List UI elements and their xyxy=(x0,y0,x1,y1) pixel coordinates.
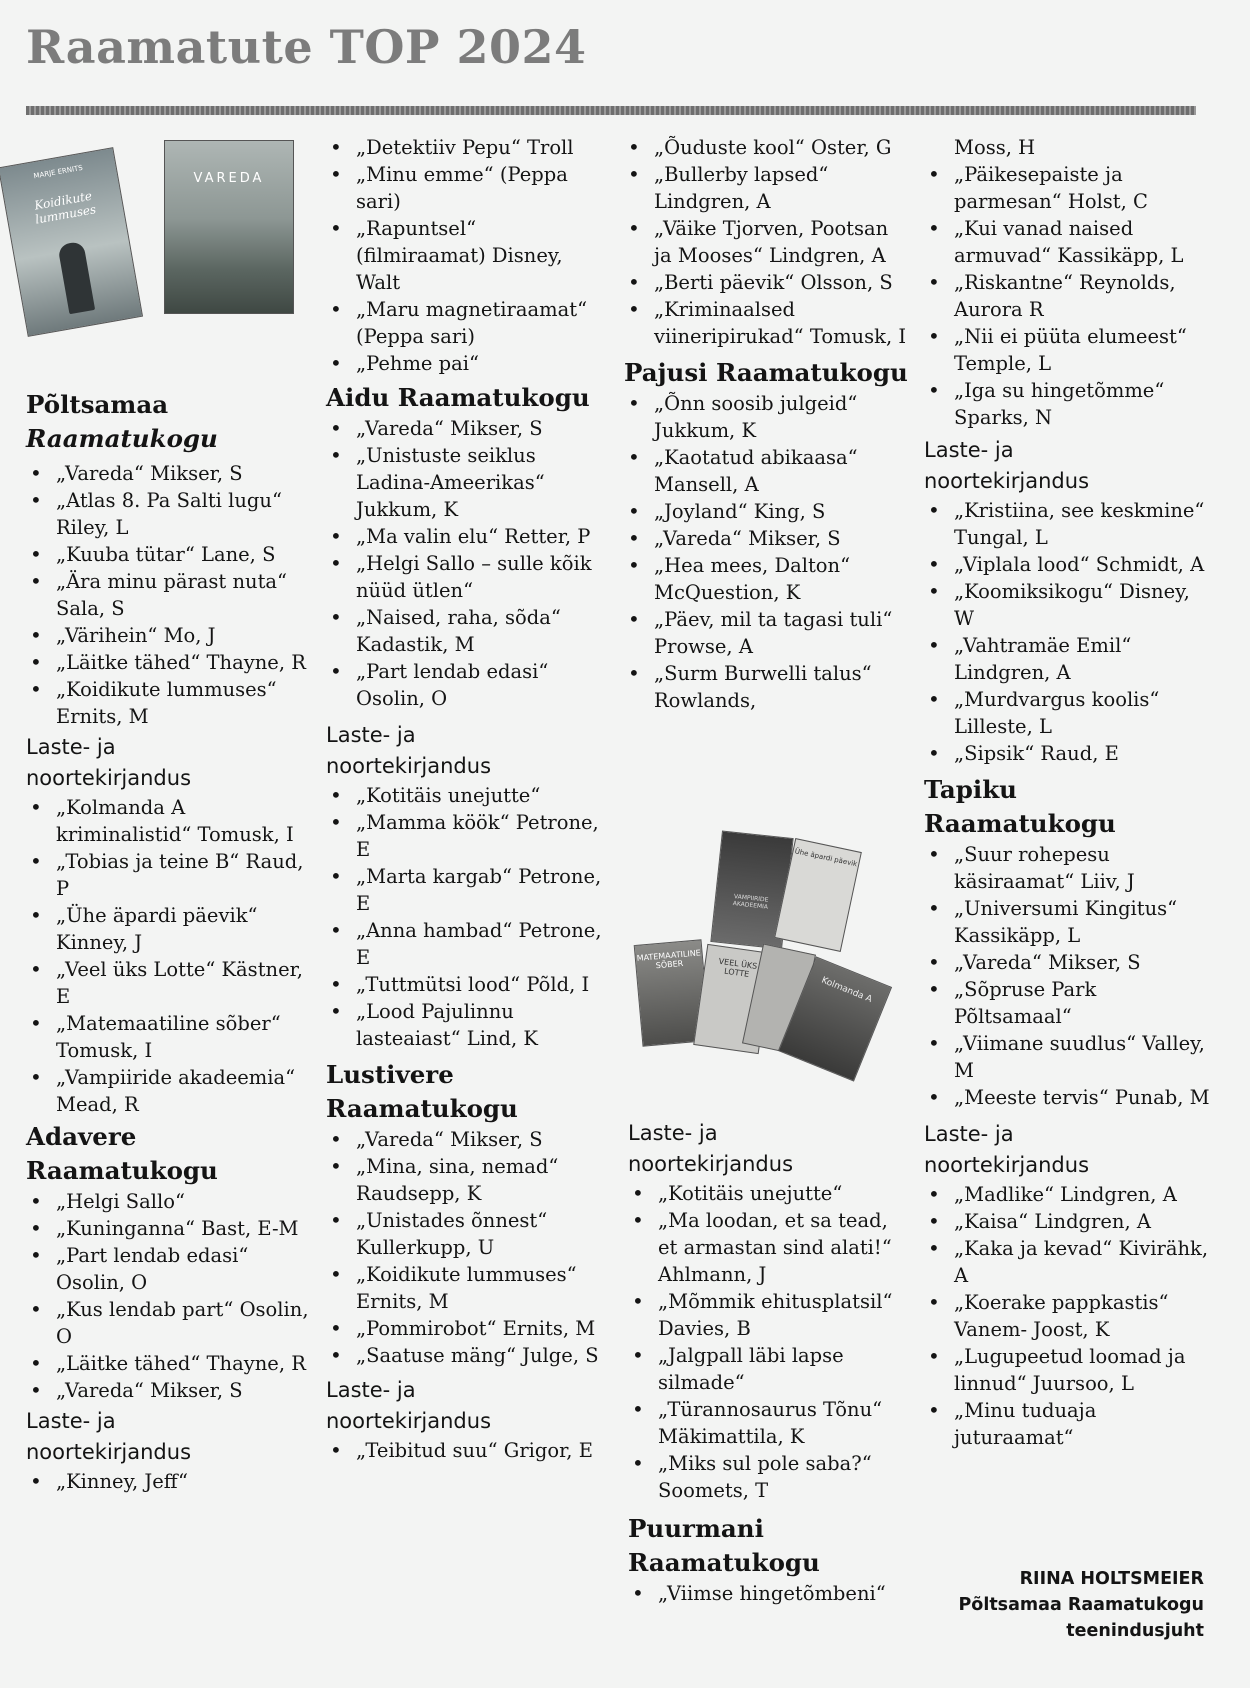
library-heading-tapiku: Tapiku Raamatukogu xyxy=(924,775,1116,838)
section-heading-youth: Laste- ja noortekirjandus xyxy=(924,1122,1090,1177)
list-item: • „Surm Burwelli talus“ Rowlands, xyxy=(624,660,909,714)
library-heading-adavere: Adavere Raamatukogu xyxy=(26,1122,218,1185)
list-item: • „Naised, raha, sõda“ Kadastik, M xyxy=(326,604,611,658)
list-item: • „Viimane suudlus“ Valley, M xyxy=(924,1030,1214,1084)
section-heading-youth: Laste- ja noortekirjandus xyxy=(26,1409,192,1464)
list-item: • „Suur rohepesu käsiraamat“ Liiv, J xyxy=(924,841,1214,895)
author-name: RIINA HOLTSMEIER xyxy=(1019,1569,1204,1589)
book-list-adavere xyxy=(26,1188,311,1404)
list-item: • „Vareda“ Mikser, S xyxy=(326,1126,611,1153)
list-item: • „Õnn soosib julgeid“ Jukkum, K xyxy=(624,390,909,444)
list-item: • „Läitke tähed“ Thayne, R xyxy=(26,1350,311,1377)
book-list-tapiku xyxy=(924,841,1214,1111)
list-item: • „Minu emme“ (Peppa sari) xyxy=(326,161,611,215)
column-3 xyxy=(624,134,909,714)
author-role: teenindusjuht xyxy=(1066,1621,1204,1641)
library-heading-aidu: Aidu Raamatukogu xyxy=(326,383,590,412)
list-item: • „Kaka ja kevad“ Kivirähk, A xyxy=(924,1235,1214,1289)
book-cover-koidikute xyxy=(0,147,143,337)
list-item: • „Veel üks Lotte“ Kästner, E xyxy=(26,956,311,1010)
list-item: • „Helgi Sallo – sulle kõik nüüd ütlen“ xyxy=(326,550,611,604)
list-item: • „Lood Pajulinnu lasteaiast“ Lind, K xyxy=(326,998,611,1052)
cover-title: VEEL ÜKS LOTTE xyxy=(718,956,758,979)
youth-list-aidu xyxy=(326,782,611,1052)
book-cover-vareda xyxy=(164,140,294,314)
list-item: • „Marta kargab“ Petrone, E xyxy=(326,863,611,917)
list-item: • „Väike Tjorven, Pootsan ja Mooses“ Lindgren, A xyxy=(624,215,909,269)
list-item: • „Tuttmütsi lood“ Põld, I xyxy=(326,971,611,998)
list-item: • „Vareda“ Mikser, S xyxy=(924,949,1214,976)
list-item: • „Part lendab edasi“ Osolin, O xyxy=(326,658,611,712)
column-1 xyxy=(26,388,311,1495)
list-item: • „Saatuse mäng“ Julge, S xyxy=(326,1342,611,1369)
cover-title: MATEMAATILINE SÕBER xyxy=(636,948,702,971)
list-item: • „Riskantne“ Reynolds, Aurora R xyxy=(924,269,1214,323)
library-heading-lustivere: Lustivere Raamatukogu xyxy=(326,1060,518,1123)
list-item: • „Jalgpall läbi lapse silmade“ xyxy=(628,1342,913,1396)
list-item: • „Nii ei püüta elumeest“ Temple, L xyxy=(924,323,1214,377)
list-item: • „Kui vanad naised armuvad“ Kassikäpp, L xyxy=(924,215,1214,269)
author-signature xyxy=(958,1566,1204,1644)
list-item: • „Läitke tähed“ Thayne, R xyxy=(26,649,311,676)
list-item: • „Värihein“ Mo, J xyxy=(26,622,311,649)
book-list-continued xyxy=(924,161,1214,431)
page-title: Raamatute TOP 2024 xyxy=(26,20,587,74)
list-item: • „Kus lendab part“ Osolin, O xyxy=(26,1296,311,1350)
title-divider xyxy=(26,106,1196,115)
list-item: • „Atlas 8. Pa Salti lugu“ Riley, L xyxy=(26,487,311,541)
list-item: • „Kriminaalsed viineripirukad“ Tomusk, I xyxy=(624,296,909,350)
list-item: • „Mina, sina, nemad“ Raudsepp, K xyxy=(326,1153,611,1207)
author-org: Põltsamaa Raamatukogu xyxy=(958,1595,1204,1615)
youth-list-lustivere xyxy=(326,1437,611,1464)
book-list-lustivere xyxy=(326,1126,611,1369)
list-item: • „Murdvargus koolis“ Lilleste, L xyxy=(924,686,1214,740)
list-item: • „Meeste tervis“ Punab, M xyxy=(924,1084,1214,1111)
list-item: • „Koidikute lummuses“ Ernits, M xyxy=(326,1261,611,1315)
book-covers-photo xyxy=(4,136,289,356)
list-item: • „Vareda“ Mikser, S xyxy=(326,415,611,442)
list-item-continuation: Moss, H xyxy=(954,136,1036,159)
section-heading-youth: Laste- ja noortekirjandus xyxy=(26,735,192,790)
list-item: • „Vareda“ Mikser, S xyxy=(26,460,311,487)
list-item: • „Kaotatud abikaasa“ Mansell, A xyxy=(624,444,909,498)
list-item: • „Kuninganna“ Bast, E-M xyxy=(26,1215,311,1242)
column-4 xyxy=(924,134,1214,1451)
youth-list-adavere xyxy=(26,1468,311,1495)
list-item: • „Koerake pappkastis“ Vanem- Joost, K xyxy=(924,1289,1214,1343)
book-list-continued xyxy=(624,134,909,350)
cover-title: Ühe äpardi päevik xyxy=(793,847,858,869)
list-item: • „Sõpruse Park Põltsamaal“ xyxy=(924,976,1214,1030)
list-item: • „Kinney, Jeff“ xyxy=(26,1468,311,1495)
youth-list-poltsamaa xyxy=(26,794,311,1118)
youth-list-puurmani xyxy=(924,497,1214,767)
list-item: • „Sipsik“ Raud, E xyxy=(924,740,1214,767)
list-item: • „Maru magnetiraamat“ (Peppa sari) xyxy=(326,296,611,350)
youth-list-pajusi xyxy=(628,1180,913,1504)
list-item: • „Unistades õnnest“ Kullerkupp, U xyxy=(326,1207,611,1261)
list-item: • „Türannosaurus Tõnu“ Mäkimattila, K xyxy=(628,1396,913,1450)
list-item: • „Vareda“ Mikser, S xyxy=(26,1377,311,1404)
library-heading-poltsamaa: Põltsamaa Raamatukogu xyxy=(26,390,218,453)
column-3-lower xyxy=(628,1118,913,1607)
list-item: • „Kristiina, see keskmine“ Tungal, L xyxy=(924,497,1214,551)
list-item: • „Mamma köök“ Petrone, E xyxy=(326,809,611,863)
list-item: • „Vampiiride akadeemia“ Mead, R xyxy=(26,1064,311,1118)
cover-title: VAREDA xyxy=(193,171,265,186)
list-item: • „Matemaatiline sõber“ Tomusk, I xyxy=(26,1010,311,1064)
list-item: • „Viimse hingetõmbeni“ xyxy=(628,1580,913,1607)
list-item: • „Kaisa“ Lindgren, A xyxy=(924,1208,1214,1235)
cover-title: VAMPIIRIDE AKADEEMIA xyxy=(732,893,769,911)
list-item: • „Viplala lood“ Schmidt, A xyxy=(924,551,1214,578)
section-heading-youth: Laste- ja noortekirjandus xyxy=(326,1378,492,1433)
list-item: • „Miks sul pole saba?“ Soomets, T xyxy=(628,1450,913,1504)
list-item: • „Ära minu pärast nuta“ Sala, S xyxy=(26,568,311,622)
list-item: • „Päikesepaiste ja parmesan“ Holst, C xyxy=(924,161,1214,215)
cover-author: MARJE ERNITS xyxy=(32,163,84,181)
book-list-pajusi xyxy=(624,390,909,714)
list-item: • „Mõmmik ehitusplatsil“ Davies, B xyxy=(628,1288,913,1342)
list-item: • „Teibitud suu“ Grigor, E xyxy=(326,1437,611,1464)
list-item: • „Part lendab edasi“ Osolin, O xyxy=(26,1242,311,1296)
list-item: • „Pommirobot“ Ernits, M xyxy=(326,1315,611,1342)
section-heading-youth: Laste- ja noortekirjandus xyxy=(924,438,1090,493)
book-list-poltsamaa xyxy=(26,460,311,730)
list-item: • „Rapuntsel“ (filmiraamat) Disney, Walt xyxy=(326,215,611,296)
list-item: • „Pehme pai“ xyxy=(326,350,611,377)
list-item: • „Bullerby lapsed“ Lindgren, A xyxy=(624,161,909,215)
list-item: • „Minu tuduaja juturaamat“ xyxy=(924,1397,1214,1451)
cover-title: Koidikute lummuses xyxy=(33,188,98,227)
library-heading-pajusi: Pajusi Raamatukogu xyxy=(624,358,908,387)
list-item: • „Ma loodan, et sa tead, et armastan sind alati!“ Ahlmann, J xyxy=(628,1207,913,1288)
list-item: • „Kuuba tütar“ Lane, S xyxy=(26,541,311,568)
cover-title: Kolmanda A xyxy=(819,975,874,1005)
list-item: • „Hea mees, Dalton“ McQuestion, K xyxy=(624,552,909,606)
book-list-puurmani xyxy=(628,1580,913,1607)
list-item: • „Iga su hingetõmme“ Sparks, N xyxy=(924,377,1214,431)
list-item: • „Kotitäis unejutte“ xyxy=(326,782,611,809)
book-list-continued xyxy=(326,134,611,377)
list-item: • „Madlike“ Lindgren, A xyxy=(924,1181,1214,1208)
list-item: • „Vahtramäe Emil“ Lindgren, A xyxy=(924,632,1214,686)
list-item: • „Kolmanda A kriminalistid“ Tomusk, I xyxy=(26,794,311,848)
list-item: • „Vareda“ Mikser, S xyxy=(624,525,909,552)
column-2 xyxy=(326,134,611,1464)
cover-figure xyxy=(57,241,95,314)
list-item: • „Koidikute lummuses“ Ernits, M xyxy=(26,676,311,730)
list-item: • „Päev, mil ta tagasi tuli“ Prowse, A xyxy=(624,606,909,660)
list-item: • „Ühe äpardi päevik“ Kinney, J xyxy=(26,902,311,956)
list-item: • „Unistuste seiklus Ladina-Ameerikas“ Jukkum, K xyxy=(326,442,611,523)
list-item: • „Lugupeetud loomad ja linnud“ Juursoo, L xyxy=(924,1343,1214,1397)
list-item: • „Anna hambad“ Petrone, E xyxy=(326,917,611,971)
list-item: • „Detektiiv Pepu“ Troll xyxy=(326,134,611,161)
youth-list-tapiku xyxy=(924,1181,1214,1451)
childrens-books-photo xyxy=(634,830,889,1080)
list-item: • „Õuduste kool“ Oster, G xyxy=(624,134,909,161)
section-heading-youth: Laste- ja noortekirjandus xyxy=(326,723,492,778)
list-item: • „Koomiksikogu“ Disney, W xyxy=(924,578,1214,632)
list-item: • „Joyland“ King, S xyxy=(624,498,909,525)
section-heading-youth: Laste- ja noortekirjandus xyxy=(628,1121,794,1176)
list-item: • „Berti päevik“ Olsson, S xyxy=(624,269,909,296)
book-list-aidu xyxy=(326,415,611,712)
list-item: • „Ma valin elu“ Retter, P xyxy=(326,523,611,550)
list-item: • „Kotitäis unejutte“ xyxy=(628,1180,913,1207)
list-item: • „Universumi Kingitus“ Kassikäpp, L xyxy=(924,895,1214,949)
list-item: • „Helgi Sallo“ xyxy=(26,1188,311,1215)
list-item: • „Tobias ja teine B“ Raud, P xyxy=(26,848,311,902)
library-heading-puurmani: Puurmani Raamatukogu xyxy=(628,1514,820,1577)
